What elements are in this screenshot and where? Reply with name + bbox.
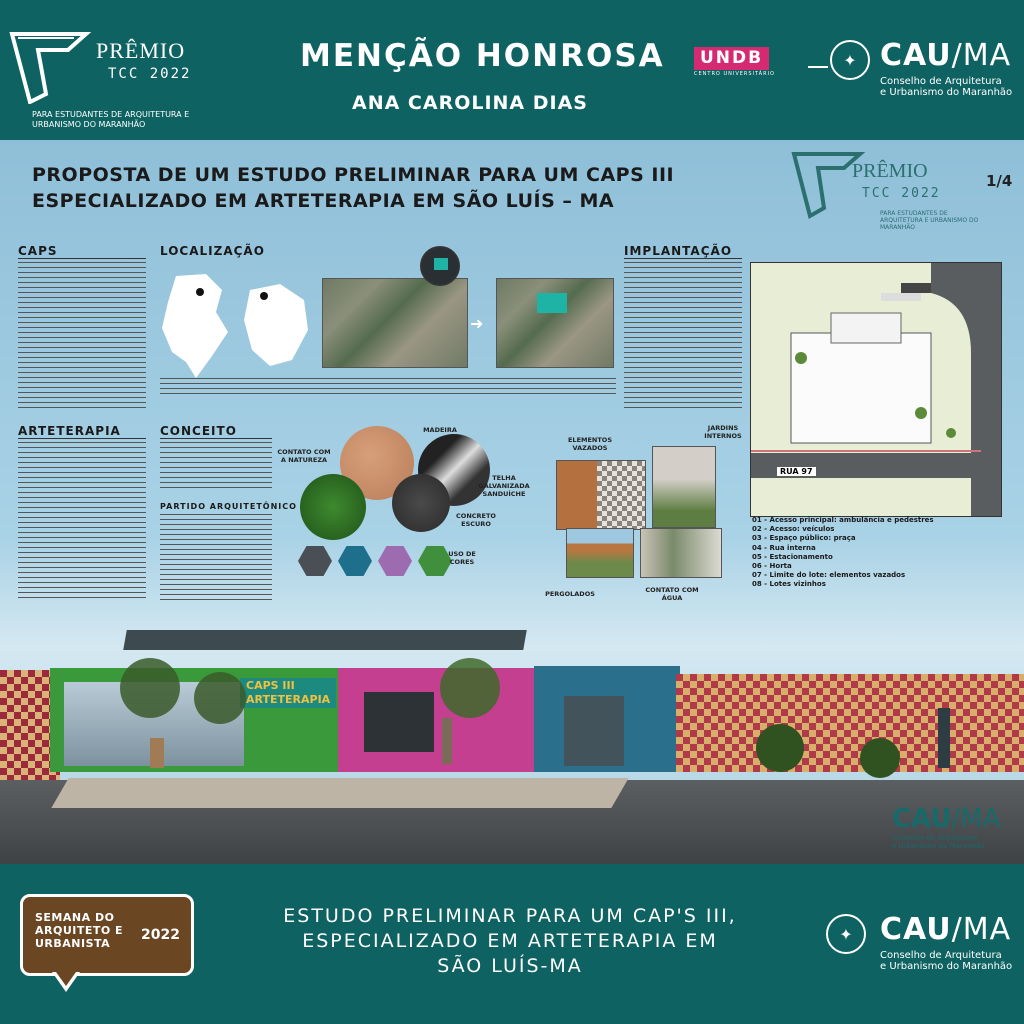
section-rule: [624, 258, 742, 259]
site-plan: [750, 262, 1002, 517]
section-implantacao-text: [624, 262, 742, 412]
poster-title: [32, 162, 752, 214]
footer-title-line-2: ESPECIALIZADO EM ARTETERAPIA EM: [302, 930, 718, 952]
legend-item: 03 - Espaço público: praça: [752, 534, 856, 543]
aerial-map-site: [496, 278, 614, 368]
concrete-sample: [392, 474, 450, 532]
poster-cau-word: CAU: [892, 804, 952, 834]
label-elementos-vazados: ELEMENTOS VAZADOS: [567, 436, 612, 452]
label-contato-agua: CONTATO COM ÁGUA: [645, 586, 699, 602]
sign-line-1: CAPS III: [246, 679, 295, 692]
legend-item: 07 - Limite do lote: elementos vazados: [752, 571, 906, 580]
poster-cau-desc-1: Conselho de Arquitetura: [892, 834, 978, 842]
sign-line-2: ARTETERAPIA: [246, 693, 331, 706]
building-facade: [0, 648, 1024, 788]
author-name: ANA CAROLINA DIAS: [352, 92, 588, 114]
label-concreto: CONCRETO ESCURO: [456, 512, 496, 528]
page-number: 1/4: [986, 172, 1013, 190]
label-pergolados: PERGOLADOS: [545, 590, 595, 598]
undb-wordmark: UNDB: [694, 47, 769, 70]
poster-cau-wordmark: [892, 804, 1022, 834]
cau-word: CAU: [880, 38, 952, 73]
project-poster: [0, 140, 1024, 864]
cau-desc-line-2: e Urbanismo do Maranhão: [880, 87, 1013, 98]
award-title: MENÇÃO HONROSA: [300, 38, 665, 74]
label-uso-cores: USO DE CORES: [448, 550, 476, 566]
footer-cau-word: CAU: [880, 912, 952, 947]
week-line-3: URBANISTA: [35, 937, 111, 950]
ref-pergolados: [566, 528, 634, 578]
premio-tcc-year: TCC 2022: [108, 66, 192, 82]
cau-description: [880, 76, 1012, 98]
ref-contato-agua: [640, 528, 722, 578]
footer-cau-desc-2: e Urbanismo do Maranhão: [880, 961, 1013, 972]
cau-wordmark: [880, 912, 1011, 947]
site-zoom-highlight: [434, 258, 448, 270]
trees-people-overlay: [0, 648, 1024, 788]
legend-item: 08 - Lotes vizinhos: [752, 580, 826, 589]
section-partido-text: [160, 514, 272, 600]
week-line-2: ARQUITETO E: [35, 924, 124, 937]
section-rule: [18, 258, 146, 259]
title-l1-a: PROPOSTA DE UM ESTUDO PRELIMINAR PARA UM: [32, 164, 587, 186]
footer-cau-ma: /MA: [951, 912, 1012, 947]
legend-item: 02 - Acesso: veículos: [752, 525, 835, 534]
title-l2-a: ESPECIALIZADO EM: [32, 190, 255, 212]
cau-wordmark: [880, 38, 1011, 73]
section-rule: [18, 438, 146, 439]
section-rule: [160, 438, 272, 439]
week-text: [35, 911, 123, 950]
poster-cau-logo: [892, 804, 1022, 864]
cau-description: [880, 950, 1012, 972]
brazil-seal-icon: ✦: [826, 914, 866, 954]
brazil-seal-icon: ✦: [830, 40, 870, 80]
label-madeira: MADEIRA: [423, 426, 457, 434]
section-localizacao-title: LOCALIZAÇÃO: [160, 244, 265, 258]
premio-mark-icon: [790, 144, 870, 224]
building-roof: [123, 630, 527, 650]
aerial-map-wide: [322, 278, 468, 368]
title-l2-c: EM SÃO LUÍS – MA: [405, 190, 615, 212]
header-banner: [0, 0, 1024, 140]
nature-sample: [300, 474, 366, 540]
section-conceito-title: CONCEITO: [160, 424, 237, 438]
cau-desc-line-1: Conselho de Arquitetura: [880, 76, 1002, 87]
week-line-1: SEMANA DO: [35, 911, 115, 924]
poster-premio-tcc: TCC 2022: [862, 186, 941, 201]
badge-tail-inner: [56, 972, 76, 986]
title-l2-b: ARTETERAPIA: [254, 190, 406, 212]
poster-premio-logo: [790, 144, 979, 234]
poster-cau-ma: /MA: [951, 804, 1001, 834]
poster-cau-desc-2: e Urbanismo do Maranhão: [892, 842, 985, 850]
architect-week-badge: [20, 894, 194, 976]
cau-ma: /MA: [951, 38, 1012, 73]
undb-subtitle: CENTRO UNIVERSITÁRIO: [694, 71, 775, 77]
poster-premio-word: PRÊMIO: [852, 160, 928, 182]
maranhao-map-icon: [156, 272, 236, 382]
color-hex-swatch: [378, 546, 412, 576]
label-jardins-internos: JARDINS INTERNOS: [704, 424, 742, 440]
plan-street-label: RUA 97: [777, 467, 816, 476]
section-caps-title: CAPS: [18, 244, 58, 258]
ref-jardins-internos: [652, 446, 716, 528]
site-plan-drawing: [751, 263, 1002, 517]
premio-subtitle: PARA ESTUDANTES DE ARQUITETURA E URBANISMO DO MARANHÃO: [32, 110, 190, 129]
premio-tcc-logo: [8, 24, 198, 134]
undb-logo: [694, 47, 775, 77]
section-implantacao-title: IMPLANTAÇÃO: [624, 244, 733, 258]
footer-title: [230, 904, 790, 979]
footer-banner: [0, 864, 1024, 1024]
site-highlight: [537, 293, 567, 313]
label-telha: TELHA GALVANIZADA SANDUÍCHE: [478, 474, 530, 498]
ref-elementos-vazados: [556, 460, 646, 530]
legend-item: 06 - Horta: [752, 562, 792, 571]
legend-item: 04 - Rua interna: [752, 543, 816, 552]
legend-item: 01 - Acesso principal: ambulância e pedestres: [752, 516, 934, 524]
title-l1-b: CAPS III: [586, 164, 675, 186]
footer-title-line-1: ESTUDO PRELIMINAR PARA UM CAP'S III,: [283, 905, 737, 927]
premio-mark-icon: [8, 24, 98, 104]
color-hex-swatch: [298, 546, 332, 576]
site-zoom-circle: [420, 246, 460, 286]
footer-cau-desc-1: Conselho de Arquitetura: [880, 950, 1002, 961]
cau-ma-logo-bottom: [808, 910, 1018, 980]
section-arteterapia-text: [18, 442, 146, 602]
section-caps-text: [18, 262, 146, 410]
cau-ma-logo-top: [808, 36, 1018, 106]
week-year: 2022: [141, 927, 180, 943]
footer-title-line-3: SÃO LUÍS-MA: [437, 955, 583, 977]
poster-premio-sub: PARA ESTUDANTES DE ARQUITETURA E URBANISMO DO MARANHÃO: [880, 210, 979, 231]
sao-luis-map-icon: [240, 280, 312, 370]
label-contato-natureza: CONTATO COM A NATUREZA: [277, 448, 331, 464]
section-partido-title: PARTIDO ARQUITETÔNICO: [160, 502, 297, 511]
section-arteterapia-title: ARTETERAPIA: [18, 424, 121, 438]
color-hex-swatch: [338, 546, 372, 576]
site-plan-legend: [752, 516, 934, 590]
section-conceito-text: [160, 442, 272, 492]
premio-word: PRÊMIO: [96, 38, 186, 63]
walkway-surface: [51, 778, 628, 808]
cau-dash: [808, 66, 828, 68]
door-shape: [557, 461, 597, 530]
section-localizacao-text: [160, 378, 616, 398]
legend-item: 05 - Estacionamento: [752, 552, 833, 561]
arrow-right-icon: ➜: [470, 314, 484, 333]
